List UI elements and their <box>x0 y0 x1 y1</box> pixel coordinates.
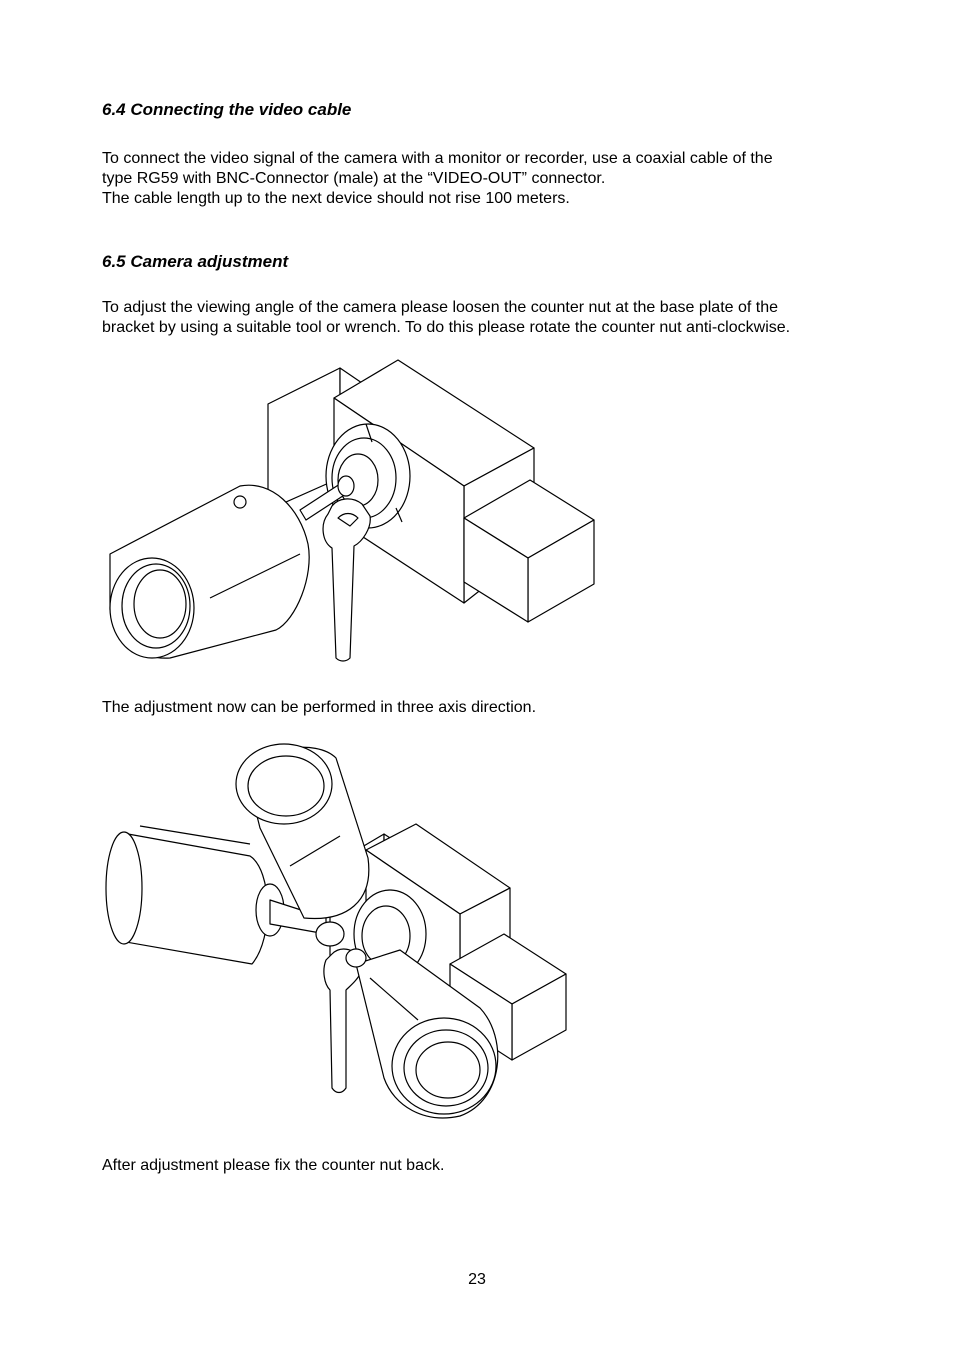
camera-lens <box>110 558 194 658</box>
camera-adjustment-paragraph <box>102 298 790 338</box>
camera-adjustment-line-1: To adjust the viewing angle of the camera please loosen the counter nut at the base plate of the <box>102 299 779 316</box>
camera-adjustment-line-2: bracket by using a suitable tool or wrench. To do this please rotate the counter nut anti-clockwise. <box>102 319 791 336</box>
video-cable-line-1: To connect the video signal of the camera with a monitor or recorder, use a coaxial cable of the <box>102 150 773 167</box>
three-axis-adjustment-illustration <box>100 738 570 1120</box>
after-adjustment-text: After adjustment please fix the counter nut back. <box>102 1157 445 1174</box>
wrench <box>324 949 362 1092</box>
video-cable-paragraph <box>102 149 773 209</box>
video-cable-line-2: type RG59 with BNC-Connector (male) at the “VIDEO-OUT” connector. <box>102 170 606 187</box>
section-heading-camera-adjustment: 6.5 Camera adjustment <box>102 252 289 271</box>
wrench <box>323 499 370 661</box>
video-cable-line-3: The cable length up to the next device should not rise 100 meters. <box>102 190 570 207</box>
section-heading-video-cable: 6.4 Connecting the video cable <box>102 100 352 119</box>
three-axis-text: The adjustment now can be performed in three axis direction. <box>102 699 537 716</box>
wrench-camera-illustration <box>100 358 600 663</box>
page-number: 23 <box>468 1271 486 1288</box>
